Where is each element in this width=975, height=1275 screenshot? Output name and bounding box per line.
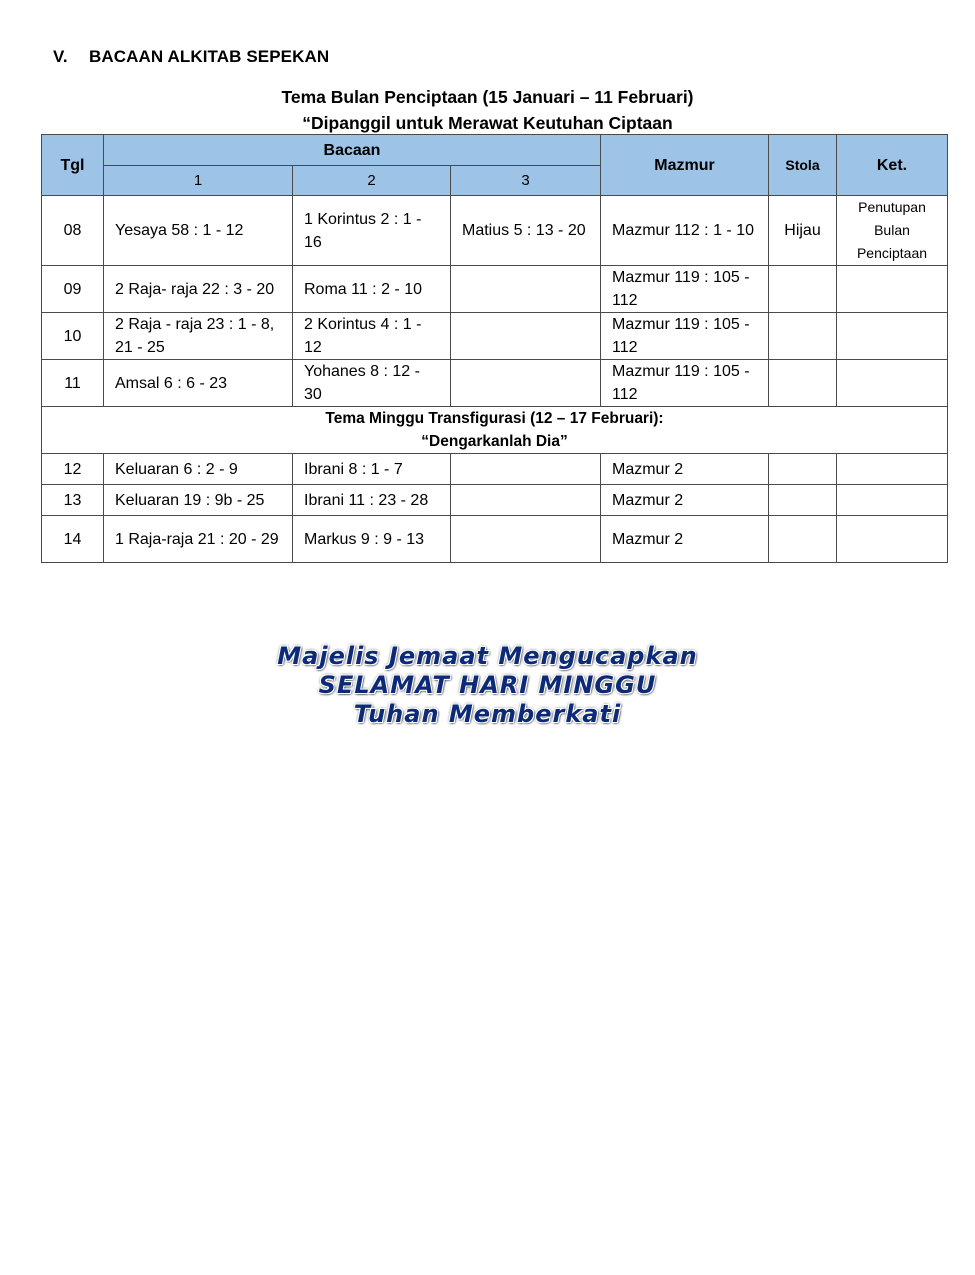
cell-stola <box>769 266 837 313</box>
closing-line-1: Majelis Jemaat Mengucapkan <box>277 642 698 670</box>
reading-schedule-table <box>41 134 948 563</box>
cell-stola <box>769 485 837 516</box>
header-tgl: Tgl <box>42 135 104 196</box>
header-bacaan-3: 3 <box>451 166 601 196</box>
cell-ket <box>837 454 948 485</box>
week-theme <box>42 407 948 454</box>
table-row <box>42 360 948 407</box>
cell-ket <box>837 313 948 360</box>
header-ket: Ket. <box>837 135 948 196</box>
week-theme-row <box>42 407 948 454</box>
cell-stola <box>769 454 837 485</box>
cell-mazmur: Mazmur 119 : 105 - 112 <box>601 313 769 360</box>
month-theme-title: Tema Bulan Penciptaan (15 Januari – 11 Februari) <box>281 87 694 107</box>
section-number: V. <box>53 47 68 66</box>
cell-ket <box>837 266 948 313</box>
cell-bacaan-1: Keluaran 6 : 2 - 9 <box>104 454 293 485</box>
section-title: BACAAN ALKITAB SEPEKAN <box>89 47 330 66</box>
header-stola: Stola <box>769 135 837 196</box>
table-row <box>42 266 948 313</box>
cell-bacaan-1: Amsal 6 : 6 - 23 <box>104 360 293 407</box>
cell-bacaan-1: 1 Raja-raja 21 : 20 - 29 <box>104 516 293 563</box>
cell-stola <box>769 516 837 563</box>
cell-bacaan-3 <box>451 313 601 360</box>
header-bacaan-2: 2 <box>293 166 451 196</box>
closing-line-2: SELAMAT HARI MINGGU <box>318 671 657 699</box>
cell-tgl: 10 <box>42 313 104 360</box>
cell-bacaan-3 <box>451 454 601 485</box>
cell-ket <box>837 485 948 516</box>
cell-tgl: 11 <box>42 360 104 407</box>
header-row <box>42 135 948 166</box>
cell-bacaan-1: 2 Raja - raja 23 : 1 - 8, 21 - 25 <box>104 313 293 360</box>
cell-tgl: 09 <box>42 266 104 313</box>
week-theme-subtitle: “Dengarkanlah Dia” <box>421 433 568 450</box>
cell-bacaan-2: Ibrani 8 : 1 - 7 <box>293 454 451 485</box>
cell-bacaan-3 <box>451 485 601 516</box>
closing-line-3: Tuhan Memberkati <box>353 700 622 728</box>
cell-tgl: 08 <box>42 196 104 266</box>
cell-tgl: 14 <box>42 516 104 563</box>
cell-bacaan-3 <box>451 516 601 563</box>
table-row <box>42 516 948 563</box>
cell-tgl: 12 <box>42 454 104 485</box>
cell-bacaan-1: Yesaya 58 : 1 - 12 <box>104 196 293 266</box>
header-mazmur: Mazmur <box>601 135 769 196</box>
cell-stola: Hijau <box>769 196 837 266</box>
cell-bacaan-3 <box>451 360 601 407</box>
cell-stola <box>769 313 837 360</box>
cell-mazmur: Mazmur 119 : 105 - 112 <box>601 360 769 407</box>
section-heading <box>53 47 329 67</box>
month-theme-subtitle: “Dipanggil untuk Merawat Keutuhan Ciptaan <box>302 113 673 133</box>
header-bacaan-1: 1 <box>104 166 293 196</box>
table-row <box>42 454 948 485</box>
cell-bacaan-2: 2 Korintus 4 : 1 - 12 <box>293 313 451 360</box>
closing-greeting <box>0 642 975 729</box>
table-row <box>42 196 948 266</box>
header-bacaan: Bacaan <box>104 135 601 166</box>
cell-mazmur: Mazmur 112 : 1 - 10 <box>601 196 769 266</box>
cell-mazmur: Mazmur 2 <box>601 516 769 563</box>
table-row <box>42 313 948 360</box>
cell-bacaan-2: 1 Korintus 2 : 1 - 16 <box>293 196 451 266</box>
cell-bacaan-2: Markus 9 : 9 - 13 <box>293 516 451 563</box>
table-row <box>42 485 948 516</box>
cell-ket <box>837 516 948 563</box>
cell-bacaan-3 <box>451 266 601 313</box>
cell-stola <box>769 360 837 407</box>
week-theme-title: Tema Minggu Transfigurasi (12 – 17 Februari): <box>325 410 664 427</box>
cell-bacaan-1: 2 Raja- raja 22 : 3 - 20 <box>104 266 293 313</box>
month-theme <box>0 84 975 136</box>
cell-bacaan-2: Roma 11 : 2 - 10 <box>293 266 451 313</box>
cell-ket: Penutupan Bulan Penciptaan <box>837 196 948 266</box>
cell-mazmur: Mazmur 119 : 105 - 112 <box>601 266 769 313</box>
cell-bacaan-1: Keluaran 19 : 9b - 25 <box>104 485 293 516</box>
cell-bacaan-2: Ibrani 11 : 23 - 28 <box>293 485 451 516</box>
cell-mazmur: Mazmur 2 <box>601 454 769 485</box>
cell-tgl: 13 <box>42 485 104 516</box>
cell-mazmur: Mazmur 2 <box>601 485 769 516</box>
cell-bacaan-2: Yohanes 8 : 12 - 30 <box>293 360 451 407</box>
cell-ket <box>837 360 948 407</box>
cell-bacaan-3: Matius 5 : 13 - 20 <box>451 196 601 266</box>
